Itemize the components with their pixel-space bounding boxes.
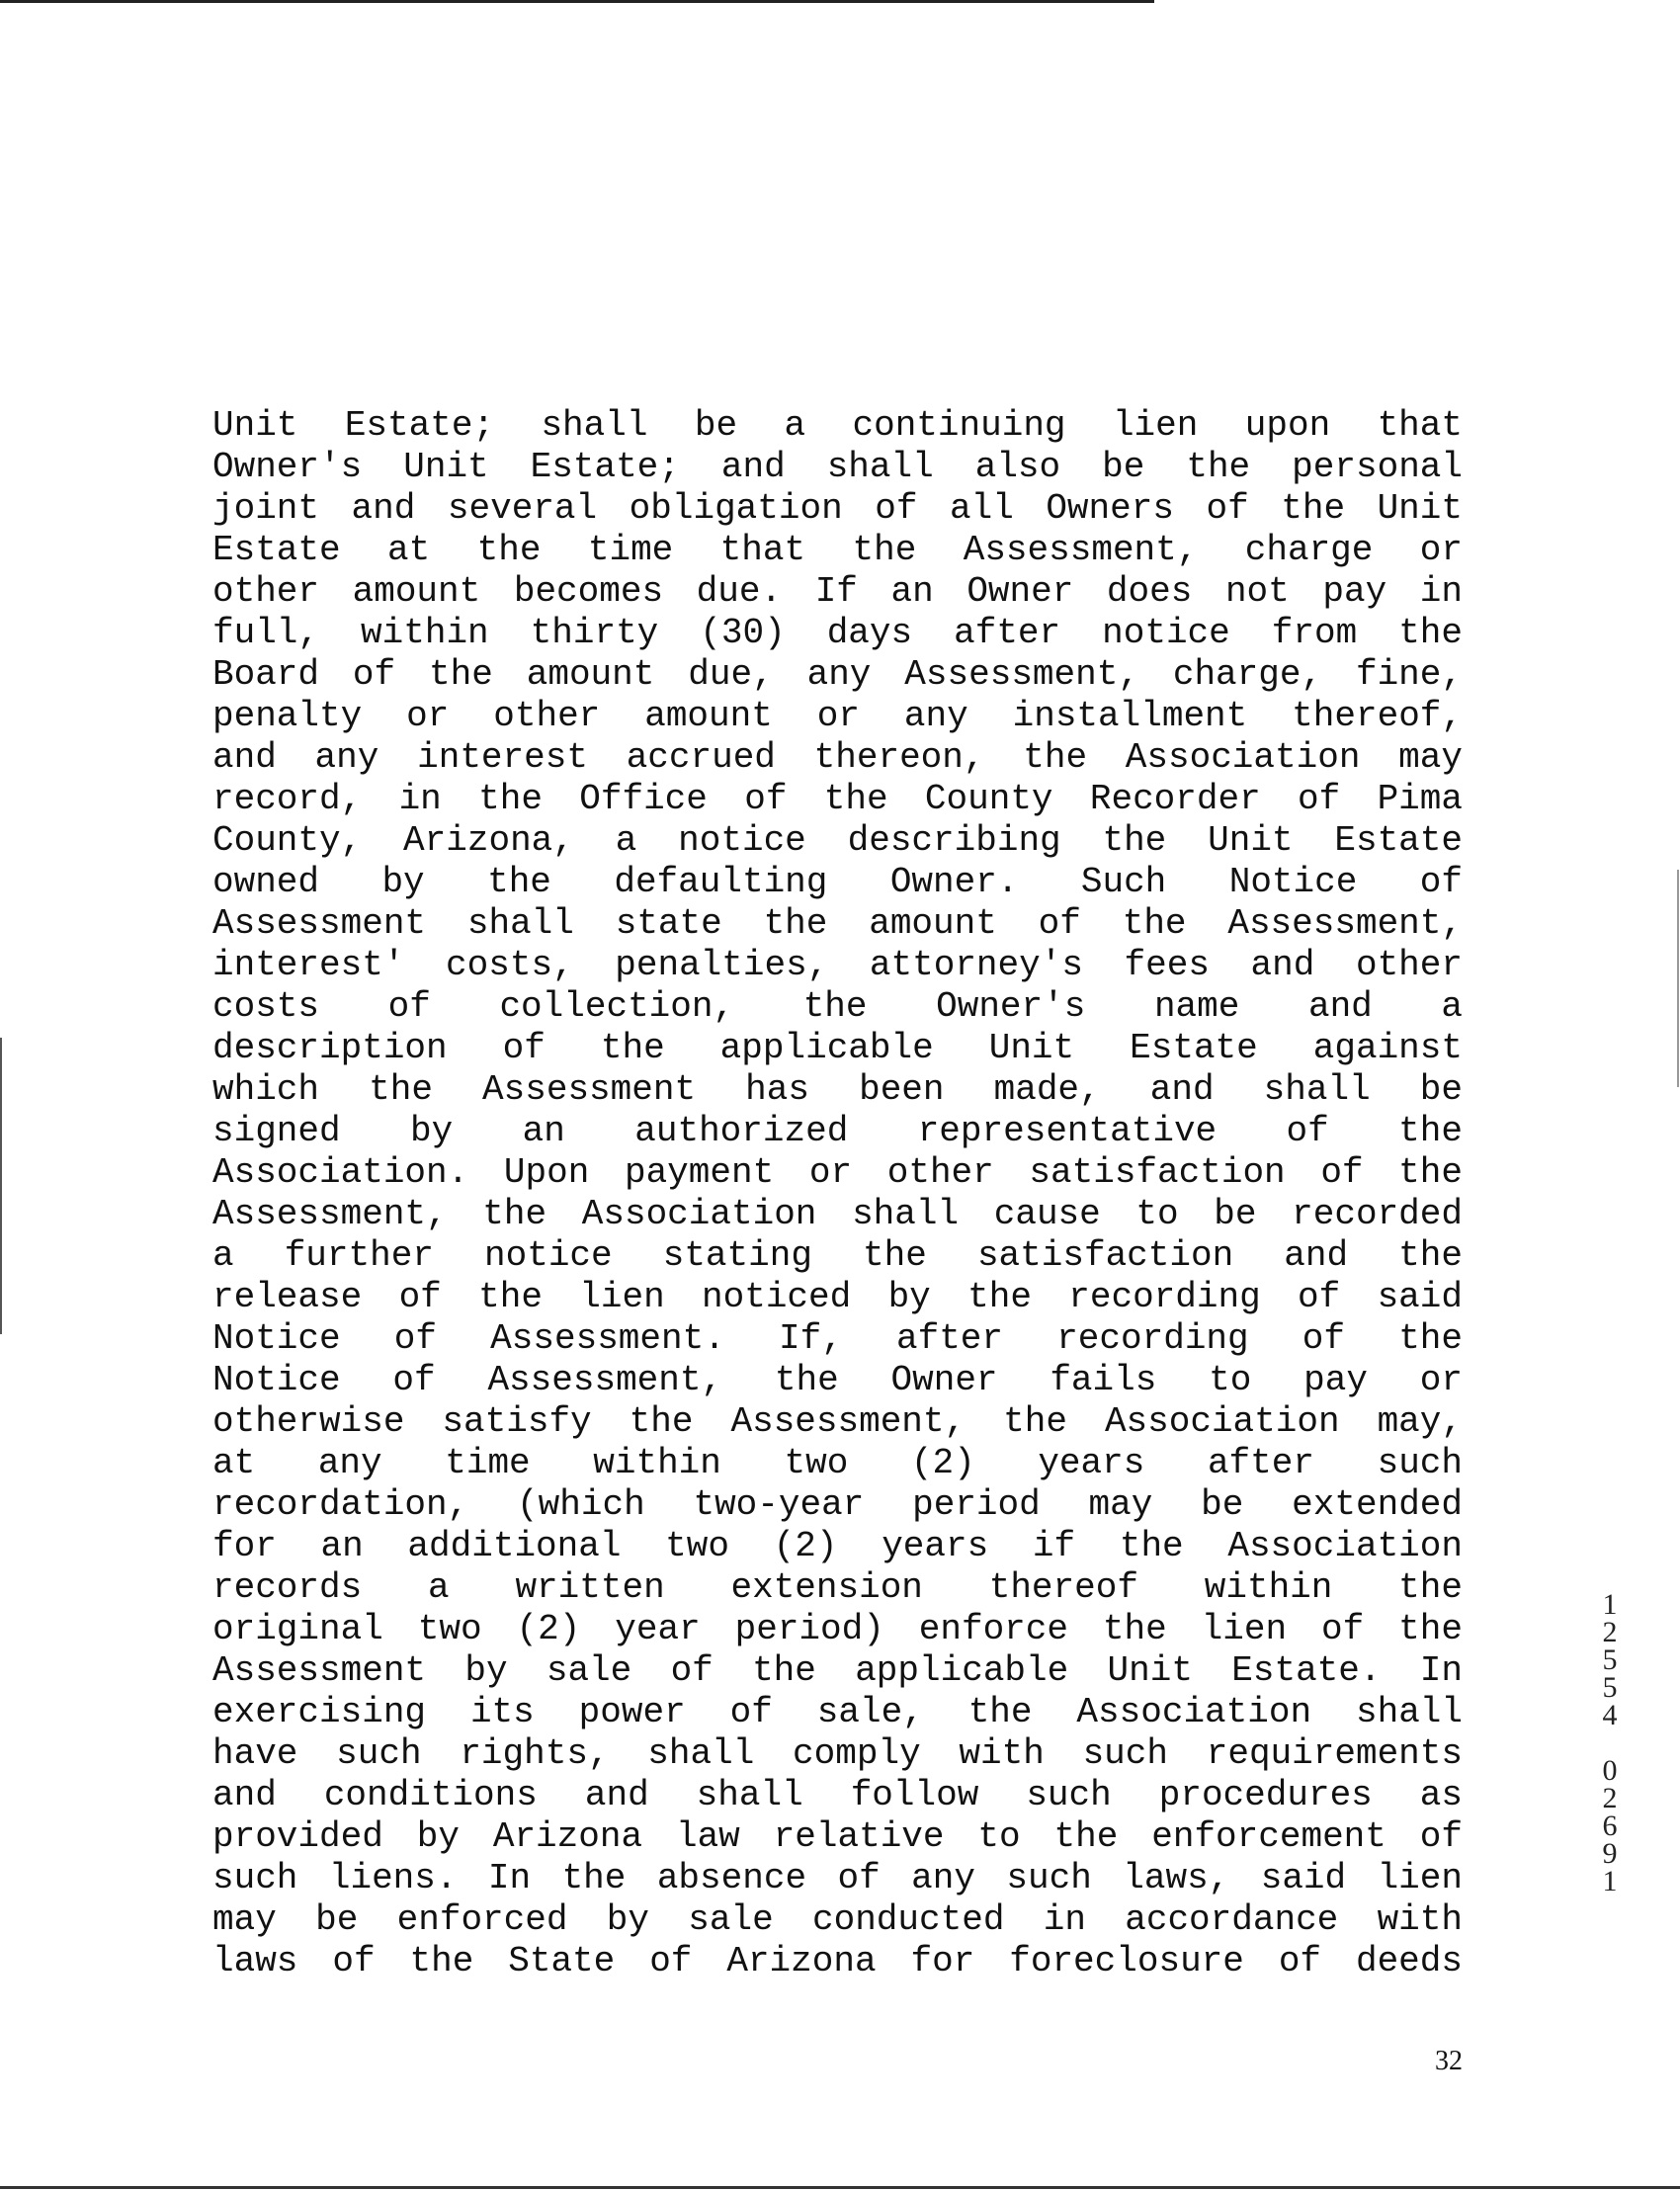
text-line: full, within thirty (30) days after notice from the [212,613,1463,653]
recording-number-stamp [1593,1588,1627,1897]
text-line: original two (2) year period) enforce the lien of the [212,1609,1463,1649]
scan-border-bottom [0,2186,1680,2189]
text-line: exercising its power of sale, the Association shall [212,1692,1463,1732]
stamp-digit: 1 [1602,1865,1618,1897]
text-line: description of the applicable Unit Estate against [212,1028,1463,1068]
body-paragraph [212,405,1463,1982]
scan-edge-left [0,1038,2,1334]
stamp-digit: 1 [1602,1588,1618,1621]
text-line: joint and several obligation of all Owners of the Unit [212,488,1463,529]
text-line: release of the lien noticed by the recording of said [212,1277,1463,1317]
text-line: recordation, (which two-year period may be extended [212,1484,1463,1525]
page-number: 32 [1435,2046,1463,2076]
text-line: have such rights, shall comply with such requirements [212,1733,1463,1774]
stamp-digit: 4 [1602,1699,1618,1731]
text-line: laws of the State of Arizona for foreclosure of deeds [212,1941,1463,1981]
text-line: Estate at the time that the Assessment, charge or [212,530,1463,570]
stamp-digit: 2 [1602,1782,1618,1814]
stamp-digit: 5 [1602,1671,1618,1704]
text-line: costs of collection, the Owner's name and a [212,986,1463,1027]
text-line: and conditions and shall follow such procedures as [212,1775,1463,1815]
text-line: owned by the defaulting Owner. Such Notice of [212,862,1463,902]
stamp-digit: 2 [1602,1616,1618,1648]
text-line: a further notice stating the satisfaction and the [212,1235,1463,1276]
scan-border-top [0,0,1154,3]
text-line: Board of the amount due, any Assessment, charge, fine, [212,654,1463,695]
text-line: Owner's Unit Estate; and shall also be the personal [212,447,1463,487]
text-line: interest' costs, penalties, attorney's fees and other [212,945,1463,985]
text-line: Notice of Assessment. If, after recording of the [212,1318,1463,1359]
text-line: Association. Upon payment or other satisfaction of the [212,1152,1463,1193]
text-line: Unit Estate; shall be a continuing lien upon that [212,405,1463,446]
stamp-digit: 6 [1602,1810,1618,1842]
text-line: for an additional two (2) years if the Association [212,1526,1463,1566]
text-line: County, Arizona, a notice describing the Unit Estate [212,820,1463,861]
text-line: signed by an authorized representative of the [212,1111,1463,1151]
text-line: Assessment shall state the amount of the Assessment, [212,903,1463,944]
text-line: such liens. In the absence of any such laws, said lien [212,1858,1463,1898]
text-line: records a written extension thereof within the [212,1567,1463,1608]
stamp-digit [1593,1729,1627,1757]
text-line: Assessment, the Association shall cause to be recorded [212,1194,1463,1234]
text-line: at any time within two (2) years after such [212,1443,1463,1483]
text-line: and any interest accrued thereon, the Association may [212,737,1463,778]
text-line: otherwise satisfy the Assessment, the Association may, [212,1401,1463,1442]
text-line: provided by Arizona law relative to the enforcement of [212,1816,1463,1857]
stamp-digit: 0 [1602,1754,1618,1787]
text-line: other amount becomes due. If an Owner does not pay in [212,571,1463,612]
scan-edge-right [1677,870,1679,1087]
stamp-digit: 9 [1602,1837,1618,1870]
stamp-digit: 5 [1602,1643,1618,1676]
text-line: record, in the Office of the County Recorder of Pima [212,779,1463,819]
text-line: which the Assessment has been made, and shall be [212,1069,1463,1110]
text-line: Assessment by sale of the applicable Unit Estate. In [212,1650,1463,1691]
text-line: may be enforced by sale conducted in accordance with [212,1899,1463,1940]
text-line: penalty or other amount or any installment thereof, [212,696,1463,736]
text-line: Notice of Assessment, the Owner fails to pay or [212,1360,1463,1400]
